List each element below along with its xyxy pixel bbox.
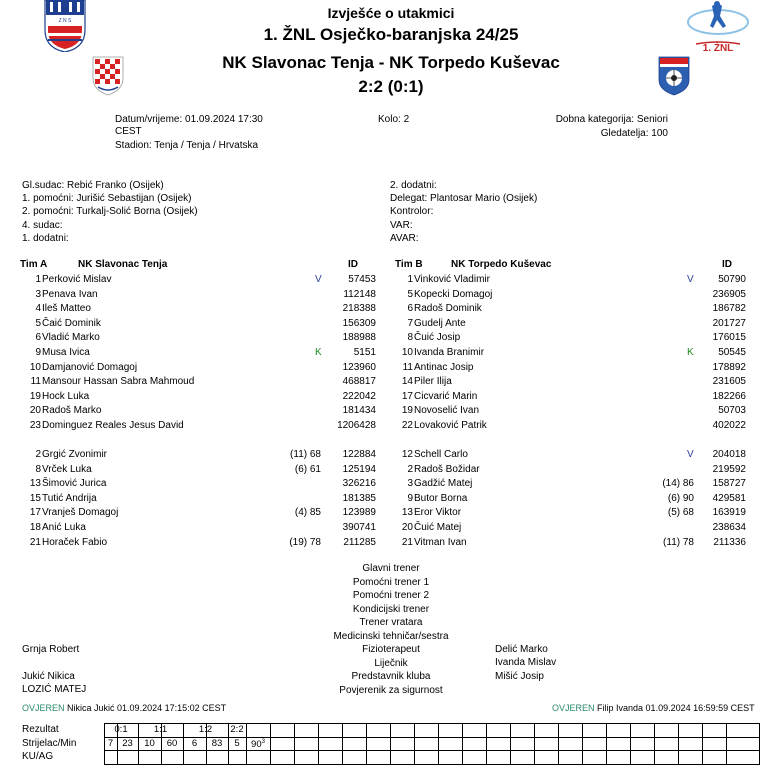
official-assistant-1: 1. pomoćni: Jurišić Sebastijan (Osijek) [22,193,192,204]
official-avar: AVAR: [390,233,419,244]
player-name: Damjanović Domagoj [42,361,138,373]
player-number: 23 [29,420,41,431]
substitution-info: (11) 78 [663,536,694,548]
team-b-crest [658,56,690,96]
player-id: 181434 [342,405,376,417]
substitution-info: (14) 86 [662,478,694,490]
official-controller: Kontrolor: [390,206,434,217]
player-row [396,333,746,347]
player-row [24,290,376,304]
player-id: 178892 [712,361,746,373]
player-row [24,494,376,508]
verification-left-text: Nikica Jukić 01.09.2024 17:15:02 CEST [67,703,227,713]
player-row [396,304,746,318]
player-row [396,494,746,508]
match-title: NK Slavonac Tenja - NK Torpedo Kuševac [222,53,560,72]
player-name: Vitman Ivan [414,536,467,548]
player-id: 1206428 [337,420,376,431]
result-row-label: Rezultat [22,724,59,735]
player-name: Novoselić Ivan [414,405,480,417]
team-a-security: LOZIĆ MATEJ [22,684,87,695]
goalkeeper-mark: V [315,274,322,285]
scorer-minute: 83 [211,738,223,749]
verification-right [552,704,755,713]
player-name: Grgić Zvonimir [42,449,108,460]
player-row [396,363,746,377]
staff-role-label: Trener vratara [359,617,423,628]
goalkeeper-mark: V [687,274,694,285]
score-cell: 0:1 [114,724,128,735]
score-cell: 2:2 [230,724,244,735]
player-id: 468817 [342,376,376,388]
team-b-doctor: Ivanda Mislav [495,657,557,668]
player-row [24,479,376,493]
player-name: Penava Ivan [42,288,98,300]
substitution-info: (11) 68 [290,449,321,460]
player-number: 13 [401,507,413,519]
player-number: 3 [35,288,41,300]
match-timezone: CEST [115,126,142,137]
player-number: 5 [407,288,413,300]
scorer-minute-cell [117,739,138,749]
player-name: Vranješ Domagoj [42,507,119,519]
team-b-name: NK Torpedo Kuševac [451,259,552,270]
player-row [24,450,376,464]
player-id: 326216 [342,478,376,490]
player-row [396,319,746,333]
player-number: 11 [30,376,41,388]
player-id: 125194 [342,463,376,475]
scorer-player-cell: 5 [234,738,240,749]
player-name: Schell Carlo [414,449,468,460]
team-b-physio: Delić Marko [495,644,548,655]
team-a-club-rep: Jukić Nikica [22,671,75,682]
player-number: 15 [29,492,41,504]
player-number: 9 [407,492,413,504]
staff-role-label: Fizioterapeut [362,644,420,655]
staff-role-label: Pomoćni trener 2 [352,590,430,601]
player-name: Lovaković Patrik [414,420,487,431]
staff-role-label: Kondicijski trener [352,603,430,615]
player-name: Radoš Dominik [414,303,482,315]
player-row [396,465,746,479]
player-id: 211336 [713,536,746,548]
age-category: Dobna kategorija: Seniori [555,114,668,125]
player-name: Eror Viktor [414,507,462,519]
team-b-club-rep: Mišić Josip [495,671,544,682]
player-name: Gadžić Matej [414,478,473,490]
official-additional-1: 1. dodatni: [22,233,69,244]
player-row [396,523,746,537]
player-row [24,333,376,347]
scorer-player-cell: 10 [144,738,155,749]
player-number: 1 [35,274,41,285]
player-number: 14 [401,376,413,388]
scorer-minute-cell [161,739,183,749]
player-name: Šimović Jurica [42,478,107,490]
official-additional-2: 2. dodatni: [390,180,437,191]
player-id: 238634 [712,522,746,533]
player-id: 5151 [353,347,376,358]
player-row [396,450,746,464]
team-a-id-header: ID [348,259,358,270]
player-name: Perković Mislav [42,274,112,285]
team-a-crest [92,56,124,96]
extra-time: 3 [261,739,265,745]
captain-mark: K [687,347,694,358]
player-number: 4 [35,303,41,315]
scorer-minute: 23 [122,738,133,749]
player-name: Antinac Josip [414,361,474,373]
match-stadium: Stadion: Tenja / Tenja / Hrvatska [115,140,259,151]
player-row [24,523,376,537]
player-id: 163919 [712,507,746,519]
player-id: 231605 [712,376,746,388]
scorer-minute-cell [246,739,270,750]
player-number: 7 [407,317,413,329]
player-number: 12 [401,449,413,460]
svg-text:1. ŽNL: 1. ŽNL [702,43,734,54]
scorer-row-label: Strijelac/Min [22,738,77,749]
player-id: 402022 [712,420,746,431]
player-name: Cicvarić Marin [414,390,478,402]
player-name: Čuić Josip [414,332,461,344]
player-number: 22 [401,420,413,431]
player-number: 6 [407,303,413,315]
player-name: Tutić Andrija [42,492,97,504]
score-cell: 1:1 [153,724,168,735]
player-id: 156309 [342,317,376,329]
player-number: 3 [407,478,413,490]
player-number: 10 [29,361,41,373]
player-id: 182266 [712,390,746,402]
player-number: 18 [29,522,41,533]
team-a-name: NK Slavonac Tenja [78,259,168,270]
player-number: 21 [401,536,413,548]
team-b-id-header: ID [722,259,732,270]
player-row [396,479,746,493]
player-row [396,538,746,552]
player-id: 186782 [712,303,746,315]
player-row [24,319,376,333]
player-id: 222042 [342,390,376,402]
county-crest-logo [44,0,86,52]
player-id: 123989 [342,507,376,519]
player-number: 2 [407,463,413,475]
player-name: Radoš Božidar [414,463,480,475]
player-number: 8 [35,463,41,475]
staff-role-label: Liječnik [374,657,408,669]
player-row [24,508,376,522]
player-id: 218388 [342,303,376,315]
player-number: 21 [29,536,41,548]
player-row [24,363,376,377]
player-row [396,508,746,522]
match-round: Kolo: 2 [378,114,410,125]
player-name: Gudelj Ante [414,317,466,329]
player-name: Vrček Luka [42,463,92,475]
team-b-label: Tim B [395,259,423,270]
player-id: 123960 [342,361,376,373]
staff-role-label: Pomoćni trener 1 [352,576,430,588]
official-referee: Gl.sudac: Rebić Franko (Osijek) [22,180,164,191]
verification-left-status: OVJEREN [22,703,65,713]
player-name: Vladić Marko [42,332,100,344]
player-row [24,406,376,420]
player-name: Musa Ivica [42,347,90,358]
substitution-info: (5) 68 [667,507,694,519]
staff-role-label: Medicinski tehničar/sestra [333,630,449,642]
player-name: Ileš Matteo [42,303,91,315]
player-name: Ivanda Branimir [414,347,485,358]
player-row [396,377,746,391]
player-id: 50703 [718,405,746,417]
league-title: 1. ŽNL Osječko-baranjska 24/25 [263,25,519,44]
player-number: 19 [401,405,413,417]
player-number: 20 [29,405,41,417]
player-id: 176015 [712,332,746,344]
player-id: 158727 [712,478,746,490]
player-row [24,465,376,479]
player-name: Horaček Fabio [42,536,108,548]
player-row [24,538,376,552]
league-logo [686,0,750,56]
player-id: 204018 [712,449,746,460]
player-id: 50790 [718,274,746,285]
player-number: 1 [407,274,413,285]
player-id: 181385 [342,492,376,504]
player-name: Dominguez Reales Jesus David [42,420,184,431]
player-number: 20 [401,522,413,533]
captain-mark: K [315,347,322,358]
player-row [396,290,746,304]
ku-ag-row-label: KU/AG [22,751,54,762]
player-number: 8 [407,332,413,344]
player-name: Mansour Hassan Sabra Mahmoud [42,376,195,388]
player-id: 57453 [348,274,376,285]
player-row [24,421,376,435]
verification-right-text: Filip Ivanda 01.09.2024 16:59:59 CEST [597,703,755,713]
player-id: 236905 [712,288,746,300]
verification-right-status: OVJEREN [552,703,595,713]
player-number: 5 [35,317,41,329]
team-a-label: Tim A [20,259,48,270]
player-name: Anić Luka [42,522,86,533]
staff-role-label: Povjerenik za sigurnost [339,684,443,696]
player-name: Piler Ilija [414,376,452,388]
player-name: Butor Borna [414,492,468,504]
player-row [396,392,746,406]
player-row [24,275,376,289]
player-name: Kopecki Domagoj [414,288,493,300]
player-id: 219592 [712,463,746,475]
player-row [396,275,746,289]
player-id: 211285 [343,536,376,548]
player-number: 9 [35,347,41,358]
player-id: 429581 [712,492,746,504]
team-a-physio: Grnja Robert [22,644,80,655]
scorer-minute: 60 [166,738,178,749]
substitution-info: (19) 78 [289,536,321,548]
player-name: Čaić Dominik [42,317,101,329]
official-assistant-2: 2. pomoćni: Turkalj-Solić Borna (Osijek) [22,206,198,217]
player-id: 188988 [342,332,376,344]
player-number: 19 [29,390,41,402]
player-number: 6 [35,332,41,344]
report-title: Izvješće o utakmici [327,5,455,21]
scorer-minute: 90 [251,739,262,751]
match-score: 2:2 (0:1) [358,77,424,96]
player-row [24,348,376,362]
spectators: Gledatelja: 100 [600,128,668,139]
player-id: 122884 [342,449,376,460]
staff-role-label: Glavni trener [362,563,420,574]
player-name: Radoš Marko [42,405,102,417]
score-cell: 1:2 [198,724,213,735]
player-name: Čuić Matej [414,522,462,533]
verification-left [22,704,226,713]
official-fourth: 4. sudac: [22,220,63,231]
player-row [24,377,376,391]
player-id: 50545 [718,347,746,358]
player-number: 11 [402,361,413,373]
official-var: VAR: [390,220,413,231]
player-number: 13 [29,478,41,490]
player-name: Vinković Vladimir [414,274,490,285]
player-id: 390741 [342,522,376,533]
scorer-player-cell: 7 [107,738,114,749]
player-number: 10 [401,347,413,358]
substitution-info: (6) 61 [294,463,321,475]
player-number: 17 [29,507,41,519]
goalkeeper-mark: V [687,449,694,460]
scorer-minute-cell [206,739,228,749]
scorer-player-cell: 6 [191,738,198,749]
player-number: 17 [401,390,413,402]
player-row [24,392,376,406]
svg-text:Z N S: Z N S [58,18,72,24]
player-row [396,406,746,420]
staff-role-label: Predstavnik kluba [351,671,431,682]
player-name: Hock Luka [42,390,90,402]
substitution-info: (4) 85 [294,507,321,519]
official-delegate: Delegat: Plantosar Mario (Osijek) [390,193,538,204]
substitution-info: (6) 90 [667,492,694,504]
match-datetime: Datum/vrijeme: 01.09.2024 17:30 [115,114,263,125]
player-row [24,304,376,318]
player-id: 112148 [343,288,376,300]
player-number: 2 [35,449,41,460]
player-row [396,348,746,362]
player-id: 201727 [712,317,746,329]
player-row [396,421,746,435]
